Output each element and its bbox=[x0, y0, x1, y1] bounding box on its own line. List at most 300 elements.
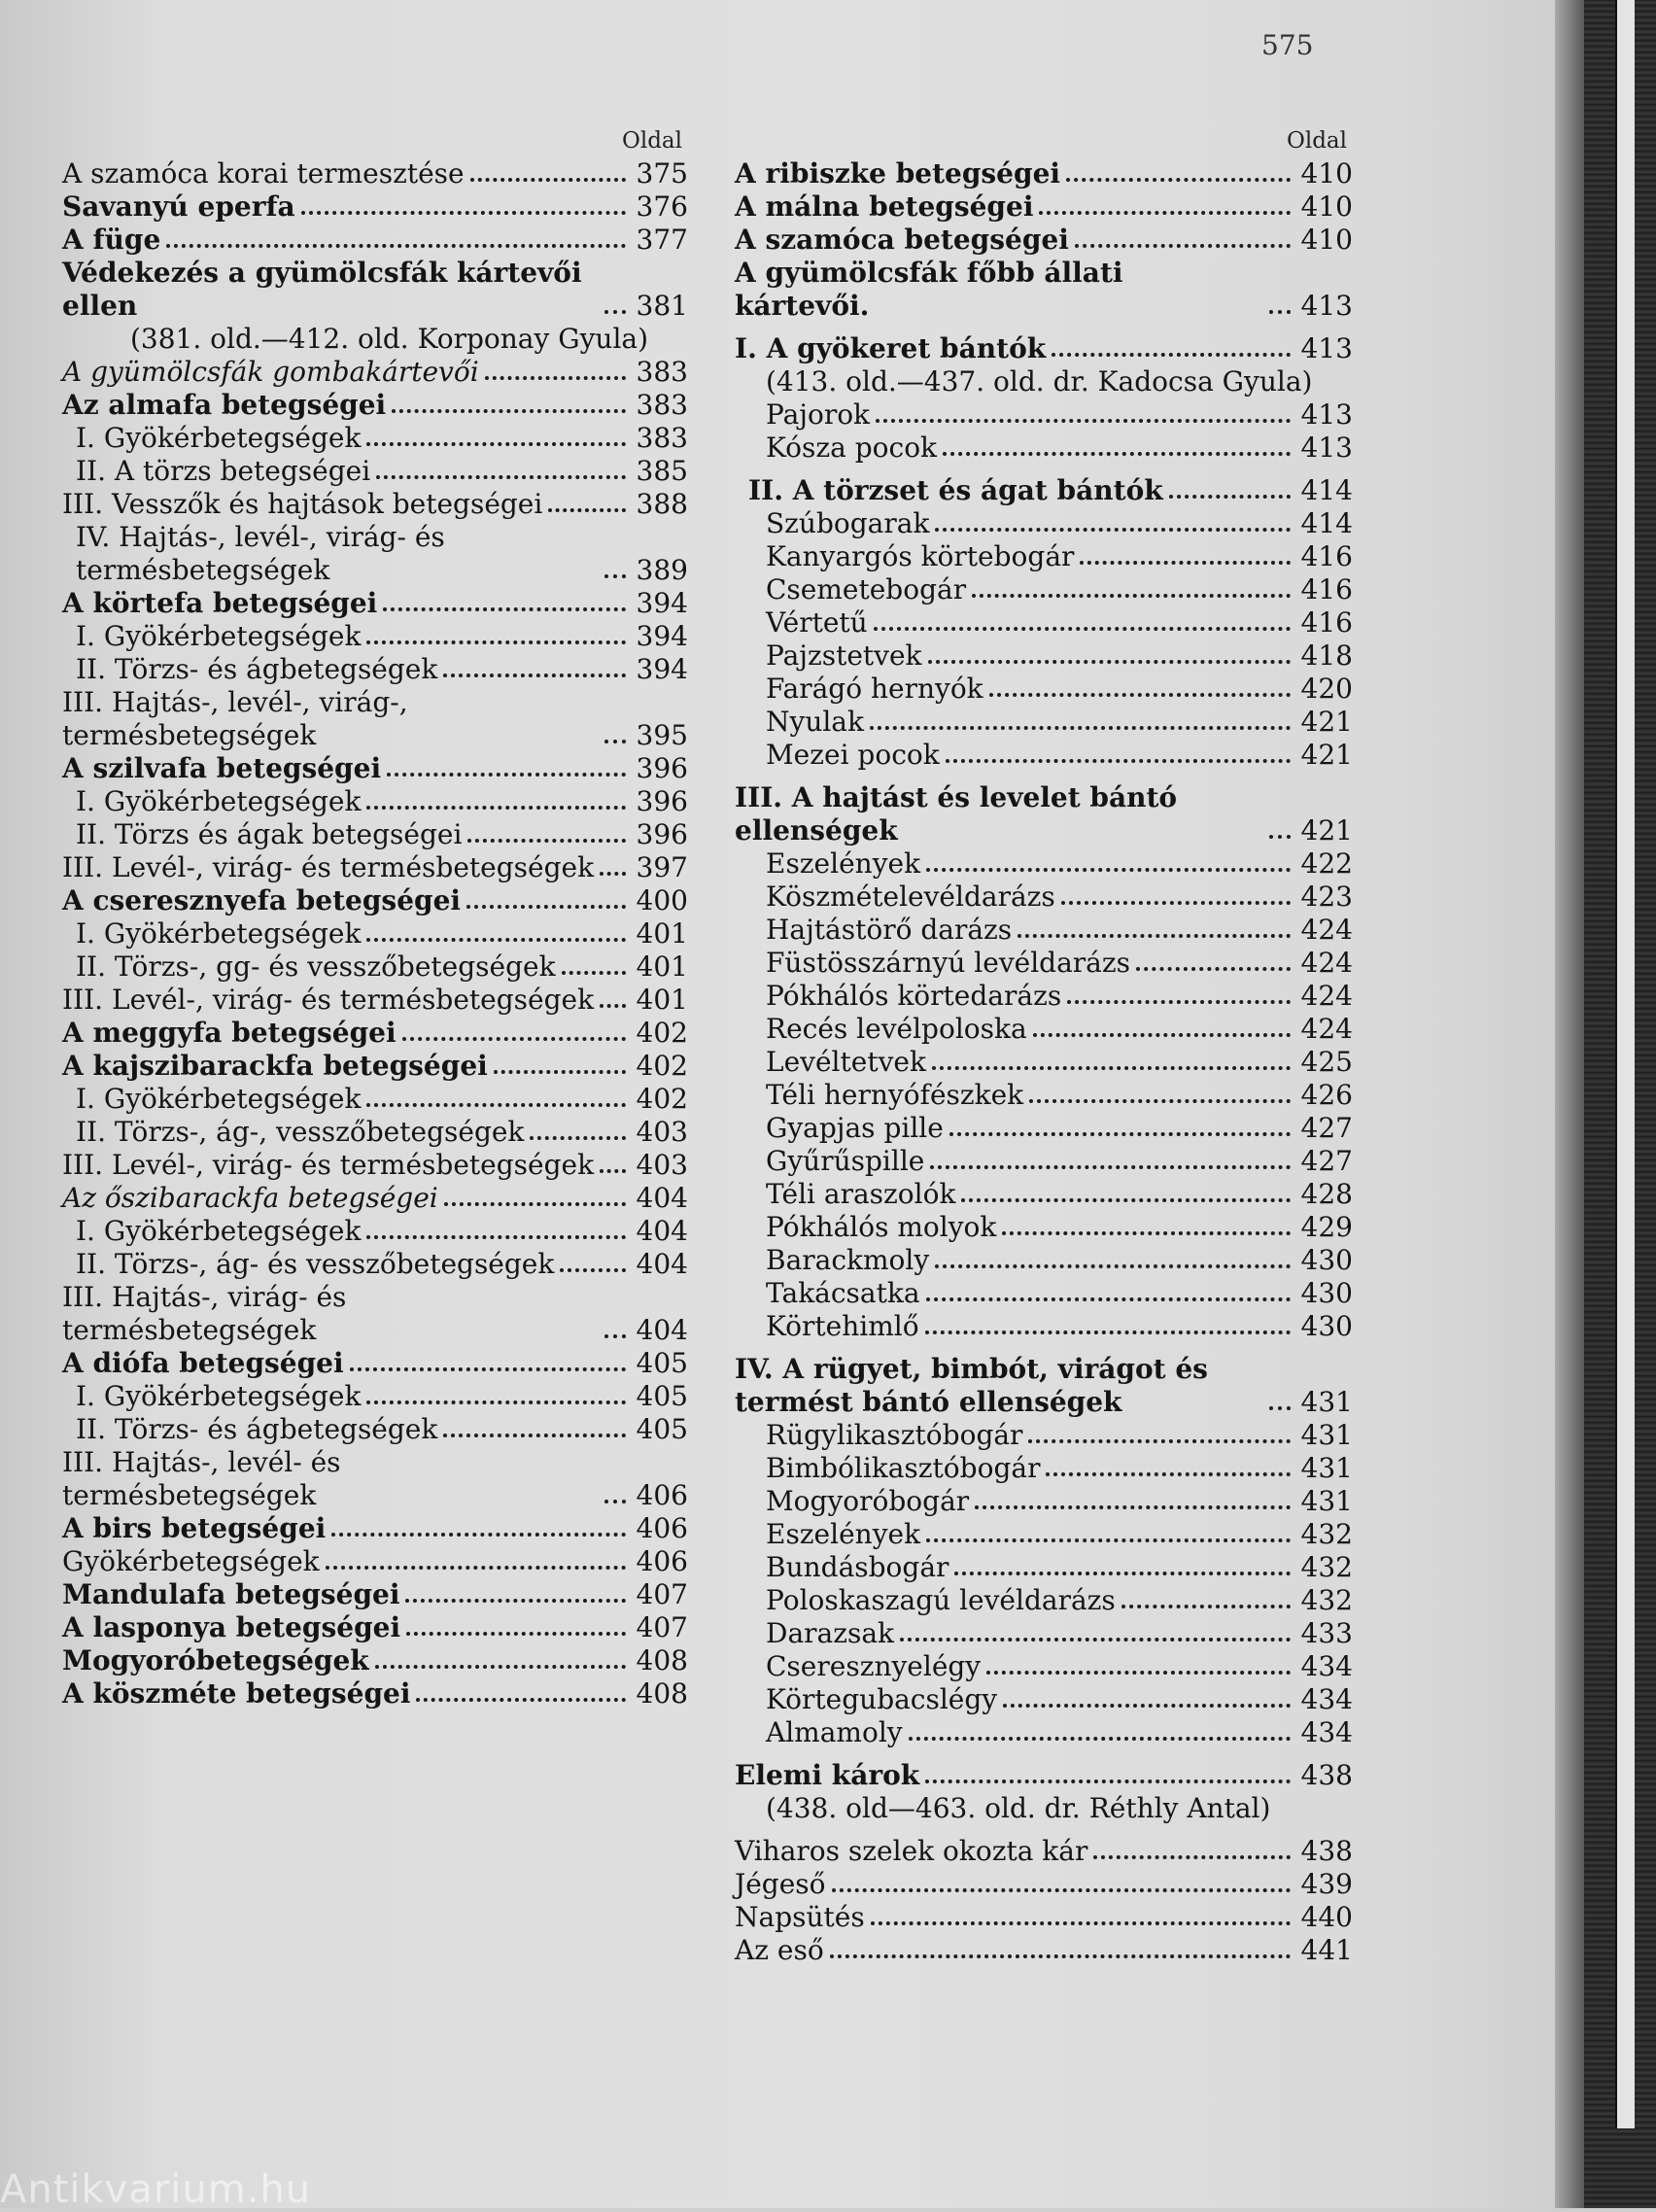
toc-leader-dots bbox=[925, 1780, 1291, 1783]
toc-entry-page: 389 bbox=[636, 554, 688, 586]
toc-entry bbox=[62, 1380, 688, 1413]
toc-leader-dots bbox=[909, 1737, 1291, 1741]
toc-entry-title: A körtefa betegségei bbox=[62, 587, 378, 619]
toc-entry-page: 406 bbox=[636, 1545, 688, 1577]
toc-entry-page: 416 bbox=[1300, 573, 1353, 605]
toc-entry-page: 427 bbox=[1300, 1145, 1353, 1177]
toc-entry-title: I. A gyökeret bántók bbox=[735, 332, 1047, 364]
toc-entry-page: 440 bbox=[1300, 1901, 1353, 1933]
toc-leader-dots bbox=[1052, 353, 1291, 357]
toc-entry bbox=[735, 980, 1353, 1013]
toc-entry-page: 405 bbox=[636, 1347, 688, 1379]
toc-entry-title: Viharos szelek okozta kár bbox=[735, 1835, 1088, 1867]
toc-entry-title: Napsütés bbox=[735, 1901, 865, 1933]
toc-entry-title: Téli araszolók bbox=[766, 1178, 956, 1210]
toc-entry-page: 402 bbox=[636, 1050, 688, 1082]
toc-entry-title: IV. A rügyet, bimbót, virágot és termést bántó ellenségek bbox=[735, 1353, 1208, 1418]
toc-entry-page: 404 bbox=[636, 1248, 688, 1280]
toc-entry bbox=[62, 884, 688, 917]
toc-entry-page: 410 bbox=[1300, 157, 1353, 190]
toc-entry bbox=[62, 257, 688, 323]
toc-leader-dots bbox=[972, 594, 1291, 598]
toc-note: (381. old.—412. old. Korponay Gyula) bbox=[130, 323, 649, 355]
toc-entry-title: Recés levélpoloska bbox=[766, 1013, 1027, 1045]
toc-entry-page: 404 bbox=[636, 1182, 688, 1214]
toc-entry bbox=[62, 1512, 688, 1545]
toc-entry-page: 402 bbox=[636, 1083, 688, 1115]
toc-leader-dots bbox=[604, 1500, 626, 1503]
toc-entry bbox=[735, 1617, 1353, 1650]
toc-leader-dots bbox=[926, 1538, 1291, 1542]
toc-entry-title: A lasponya betegségei bbox=[62, 1611, 401, 1643]
toc-leader-dots bbox=[943, 452, 1291, 456]
toc-leader-dots bbox=[366, 1235, 626, 1239]
toc-entry bbox=[735, 573, 1353, 606]
toc-entry bbox=[735, 706, 1353, 739]
toc-leader-dots bbox=[989, 693, 1291, 697]
toc-entry-title: III. Levél-, virág- és termésbetegségek bbox=[62, 1149, 595, 1181]
toc-entry-title: Bundásbogár bbox=[766, 1551, 949, 1583]
toc-entry-title: IV. Hajtás-, levél-, virág- és termésbetegségek bbox=[76, 521, 445, 586]
toc-entry-title: II. Törzs- és ágbetegségek bbox=[76, 653, 438, 685]
toc-entry bbox=[62, 1545, 688, 1578]
toc-entry bbox=[735, 432, 1353, 465]
toc-entry-page: 394 bbox=[636, 587, 688, 619]
toc-entry-page: 424 bbox=[1300, 980, 1353, 1012]
toc-leader-dots bbox=[383, 607, 626, 611]
toc-entry bbox=[62, 488, 688, 521]
toc-entry-page: 430 bbox=[1300, 1310, 1353, 1342]
toc-entry bbox=[735, 1145, 1353, 1178]
toc-entry-page: 430 bbox=[1300, 1277, 1353, 1309]
toc-entry-page: 424 bbox=[1300, 914, 1353, 946]
toc-entry bbox=[62, 1611, 688, 1644]
toc-leader-dots bbox=[562, 971, 626, 975]
toc-leader-dots bbox=[1002, 1231, 1291, 1235]
toc-entry-page: 421 bbox=[1300, 739, 1353, 771]
toc-entry bbox=[62, 686, 688, 752]
toc-entry bbox=[735, 639, 1353, 673]
toc-entry-page: 394 bbox=[636, 653, 688, 685]
toc-entry-page: 421 bbox=[1300, 706, 1353, 738]
toc-entry-title: Köszmételevéldarázs bbox=[766, 881, 1055, 913]
toc-entry bbox=[735, 739, 1353, 772]
toc-entry-page: 402 bbox=[636, 1017, 688, 1049]
toc-leader-dots bbox=[604, 740, 626, 743]
toc-entry bbox=[735, 847, 1353, 881]
toc-leader-dots bbox=[932, 1066, 1291, 1070]
toc-leader-dots bbox=[1075, 244, 1291, 248]
toc-entry bbox=[735, 1868, 1353, 1901]
toc-leader-dots bbox=[301, 211, 626, 215]
toc-leader-dots bbox=[946, 759, 1291, 763]
toc-leader-dots bbox=[832, 1888, 1291, 1892]
column-header-left: Oldal bbox=[621, 128, 682, 154]
toc-entry bbox=[735, 1759, 1353, 1792]
toc-entry-page: 406 bbox=[636, 1512, 688, 1544]
toc-entry-title: II. Törzs és ágak betegségei bbox=[76, 818, 463, 850]
toc-entry-title: Cseresznyelégy bbox=[766, 1650, 982, 1682]
toc-entry-title: III. Levél-, virág- és termésbetegségek bbox=[62, 851, 595, 883]
toc-entry-title: III. Hajtás-, levél-, virág-, termésbetegségek bbox=[62, 686, 408, 751]
toc-leader-dots bbox=[466, 905, 626, 909]
toc-entry bbox=[735, 1901, 1353, 1934]
toc-entry-title: Eszelények bbox=[766, 1518, 921, 1550]
toc-entry bbox=[735, 190, 1353, 224]
toc-entry-page: 404 bbox=[636, 1215, 688, 1247]
toc-leader-dots bbox=[470, 178, 626, 182]
toc-entry-page: 434 bbox=[1300, 1650, 1353, 1682]
toc-entry-title: I. Gyökérbetegségek bbox=[76, 422, 362, 454]
toc-entry-title: Gyűrűspille bbox=[766, 1145, 925, 1177]
toc-entry bbox=[735, 1178, 1353, 1211]
toc-entry-title: III. Levél-, virág- és termésbetegségek bbox=[62, 984, 595, 1016]
toc-entry bbox=[62, 1281, 688, 1347]
toc-entry bbox=[735, 1244, 1353, 1277]
toc-entry-title: A szamóca betegségei bbox=[735, 224, 1069, 256]
toc-entry-title: A kajszibarackfa betegségei bbox=[62, 1050, 488, 1082]
toc-leader-dots bbox=[366, 442, 626, 446]
toc-leader-dots bbox=[870, 726, 1291, 730]
toc-entry-title: Gyökérbetegségek bbox=[62, 1545, 320, 1577]
toc-entry-page: 421 bbox=[1300, 814, 1353, 847]
toc-entry-page: 434 bbox=[1300, 1683, 1353, 1715]
toc-entry bbox=[735, 507, 1353, 540]
toc-entry bbox=[62, 587, 688, 620]
toc-entry-page: 413 bbox=[1300, 432, 1353, 464]
toc-entry bbox=[62, 653, 688, 686]
toc-entry bbox=[735, 1650, 1353, 1683]
toc-entry-title: Takácsatka bbox=[766, 1277, 920, 1309]
toc-entry-title: Poloskaszagú levéldarázs bbox=[766, 1584, 1116, 1616]
toc-entry-title: Vértetű bbox=[766, 606, 868, 639]
toc-entry bbox=[735, 1835, 1353, 1868]
toc-entry-page: 395 bbox=[636, 719, 688, 751]
toc-column-left bbox=[62, 124, 688, 1711]
toc-entry-page: 413 bbox=[1300, 398, 1353, 431]
toc-entry bbox=[62, 224, 688, 257]
toc-entry-title: A diófa betegségei bbox=[62, 1347, 344, 1379]
binding-edge bbox=[1615, 0, 1635, 2128]
toc-leader-dots bbox=[444, 1202, 626, 1206]
toc-entry bbox=[735, 1452, 1353, 1485]
toc-leader-dots bbox=[900, 1638, 1291, 1642]
toc-list-right bbox=[735, 157, 1353, 1967]
toc-entry bbox=[735, 474, 1353, 507]
toc-entry-page: 430 bbox=[1300, 1244, 1353, 1276]
toc-entry-page: 377 bbox=[636, 224, 688, 256]
toc-leader-dots bbox=[366, 806, 626, 810]
toc-note: (413. old.—437. old. dr. Kadocsa Gyula) bbox=[766, 365, 1313, 397]
toc-entry-page: 410 bbox=[1300, 224, 1353, 256]
toc-entry bbox=[735, 257, 1353, 323]
toc-leader-dots bbox=[876, 419, 1291, 423]
toc-leader-dots bbox=[467, 839, 626, 843]
toc-leader-dots bbox=[375, 1665, 626, 1669]
toc-entry-title: Pókhálós molyok bbox=[766, 1211, 997, 1243]
toc-entry bbox=[735, 781, 1353, 847]
watermark: Antikvarium.hu bbox=[0, 2167, 312, 2212]
toc-entry-title: III. Hajtás-, virág- és termésbetegségek bbox=[62, 1281, 347, 1346]
toc-leader-dots bbox=[1039, 211, 1291, 215]
toc-entry bbox=[735, 1112, 1353, 1145]
toc-leader-dots bbox=[387, 773, 626, 777]
toc-entry-title: Savanyú eperfa bbox=[62, 190, 295, 223]
toc-entry-title: A füge bbox=[62, 224, 161, 256]
toc-leader-dots bbox=[961, 1198, 1291, 1202]
toc-entry bbox=[735, 881, 1353, 914]
toc-column-right bbox=[735, 124, 1353, 1967]
toc-entry bbox=[62, 1578, 688, 1611]
toc-entry bbox=[62, 917, 688, 950]
toc-entry bbox=[735, 157, 1353, 190]
toc-entry bbox=[62, 1116, 688, 1149]
toc-entry-title: Darazsak bbox=[766, 1617, 895, 1649]
toc-leader-dots bbox=[405, 1599, 626, 1603]
toc-entry-page: 403 bbox=[636, 1116, 688, 1148]
toc-entry-title: Körtegubacslégy bbox=[766, 1683, 998, 1715]
toc-leader-dots bbox=[1018, 934, 1291, 938]
toc-entry-page: 441 bbox=[1300, 1934, 1353, 1966]
toc-entry-title: I. Gyökérbetegségek bbox=[76, 1215, 362, 1247]
toc-entry-title: II. Törzs- és ágbetegségek bbox=[76, 1413, 438, 1445]
toc-entry bbox=[735, 1079, 1353, 1112]
toc-entry-title: Csemetebogár bbox=[766, 573, 967, 605]
toc-entry-page: 428 bbox=[1300, 1178, 1353, 1210]
toc-entry-page: 401 bbox=[636, 984, 688, 1016]
toc-entry-title: Körtehimlő bbox=[766, 1310, 919, 1342]
toc-entry-page: 434 bbox=[1300, 1716, 1353, 1748]
toc-leader-dots bbox=[548, 508, 626, 512]
toc-entry-page: 376 bbox=[636, 190, 688, 223]
toc-leader-dots bbox=[494, 1070, 626, 1074]
toc-leader-dots bbox=[166, 244, 626, 248]
toc-entry-title: I. Gyökérbetegségek bbox=[76, 1083, 362, 1115]
toc-leader-dots bbox=[1269, 310, 1291, 314]
toc-entry-title: II. A törzset és ágat bántók bbox=[748, 474, 1163, 506]
toc-entry-page: 432 bbox=[1300, 1584, 1353, 1616]
toc-list-left bbox=[62, 157, 688, 1711]
toc-entry bbox=[735, 1211, 1353, 1244]
toc-entry bbox=[62, 190, 688, 224]
toc-entry-title: A cseresznyefa betegségei bbox=[62, 884, 462, 916]
toc-entry-title: A szilvafa betegségei bbox=[62, 752, 382, 784]
toc-entry-page: 429 bbox=[1300, 1211, 1353, 1243]
toc-leader-dots bbox=[443, 674, 626, 677]
toc-entry-title: A gyümölcsfák gombakártevői bbox=[62, 356, 479, 388]
toc-entry-page: 427 bbox=[1300, 1112, 1353, 1144]
toc-leader-dots bbox=[935, 528, 1291, 532]
toc-entry-title: A málna betegségei bbox=[735, 190, 1034, 223]
toc-leader-dots bbox=[366, 938, 626, 942]
toc-leader-dots bbox=[930, 1165, 1291, 1169]
toc-entry-title: Hajtástörő darázs bbox=[766, 914, 1013, 946]
toc-leader-dots bbox=[935, 1264, 1291, 1268]
toc-entry bbox=[62, 1083, 688, 1116]
page-gutter-shadow bbox=[1555, 0, 1584, 2208]
toc-entry bbox=[62, 950, 688, 984]
toc-entry-title: Jégeső bbox=[735, 1868, 826, 1900]
toc-entry-title: A gyümölcsfák főbb állati kártevői. bbox=[735, 257, 1123, 322]
toc-entry-page: 414 bbox=[1300, 507, 1353, 539]
toc-leader-dots bbox=[1169, 495, 1291, 499]
toc-entry bbox=[735, 947, 1353, 980]
toc-leader-dots bbox=[1046, 1472, 1291, 1476]
toc-entry-title: Kósza pocok bbox=[766, 432, 938, 464]
toc-entry bbox=[735, 1046, 1353, 1079]
toc-entry-title: Gyapjas pille bbox=[766, 1112, 944, 1144]
toc-entry bbox=[735, 1013, 1353, 1046]
toc-entry-title: Mezei pocok bbox=[766, 739, 940, 771]
toc-leader-dots bbox=[954, 1572, 1291, 1575]
toc-leader-dots bbox=[443, 1434, 626, 1437]
toc-entry-title: A szamóca korai termesztése bbox=[62, 157, 465, 190]
toc-entry bbox=[735, 1934, 1353, 1967]
toc-entry-page: 422 bbox=[1300, 847, 1353, 880]
toc-entry-page: 405 bbox=[636, 1413, 688, 1445]
toc-entry-page: 416 bbox=[1300, 606, 1353, 639]
toc-leader-dots bbox=[871, 1921, 1291, 1925]
page-number: 575 bbox=[1261, 29, 1314, 61]
toc-entry bbox=[735, 1683, 1353, 1716]
toc-entry-title: Mandulafa betegségei bbox=[62, 1578, 400, 1610]
toc-entry-page: 431 bbox=[1300, 1386, 1353, 1418]
toc-entry-page: 426 bbox=[1300, 1079, 1353, 1111]
toc-entry bbox=[62, 1050, 688, 1083]
toc-entry bbox=[62, 1413, 688, 1446]
toc-entry-page: 407 bbox=[636, 1611, 688, 1643]
toc-leader-dots bbox=[1029, 1099, 1291, 1103]
toc-entry-page: 383 bbox=[636, 422, 688, 454]
toc-leader-dots bbox=[926, 1297, 1291, 1301]
toc-entry bbox=[62, 752, 688, 785]
toc-leader-dots bbox=[530, 1136, 626, 1140]
toc-entry-page: 431 bbox=[1300, 1485, 1353, 1517]
toc-entry-page: 438 bbox=[1300, 1835, 1353, 1867]
toc-entry-page: 438 bbox=[1300, 1759, 1353, 1791]
toc-note: (438. old—463. old. dr. Réthly Antal) bbox=[766, 1792, 1271, 1824]
toc-entry-title: A ribiszke betegségei bbox=[735, 157, 1061, 190]
toc-entry-page: 407 bbox=[636, 1578, 688, 1610]
toc-leader-dots bbox=[392, 409, 626, 413]
toc-entry-page: 383 bbox=[636, 389, 688, 421]
toc-leader-dots bbox=[986, 1671, 1291, 1675]
toc-leader-dots bbox=[1269, 1406, 1291, 1410]
toc-entry-page: 396 bbox=[636, 785, 688, 817]
toc-entry bbox=[62, 455, 688, 488]
toc-entry-title: III. Vesszők és hajtások betegségei bbox=[62, 488, 543, 520]
toc-entry-title: I. Gyökérbetegségek bbox=[76, 785, 362, 817]
toc-entry-page: 396 bbox=[636, 818, 688, 850]
toc-entry-title: II. A törzs betegségei bbox=[76, 455, 371, 487]
toc-entry-title: Almamoly bbox=[766, 1716, 903, 1748]
toc-entry-page: 425 bbox=[1300, 1046, 1353, 1078]
toc-entry bbox=[62, 1182, 688, 1215]
toc-entry-page: 416 bbox=[1300, 540, 1353, 572]
toc-leader-dots bbox=[1136, 967, 1291, 971]
toc-entry bbox=[735, 1485, 1353, 1518]
toc-entry-page: 423 bbox=[1300, 881, 1353, 913]
toc-entry-title: Védekezés a gyümölcsfák kártevői ellen bbox=[62, 257, 582, 322]
toc-entry-title: I. Gyökérbetegségek bbox=[76, 1380, 362, 1412]
toc-leader-dots bbox=[600, 1169, 626, 1173]
toc-leader-dots bbox=[949, 1132, 1291, 1136]
toc-entry-page: 414 bbox=[1300, 474, 1353, 506]
toc-entry-title: II. Törzs-, ág- és vesszőbetegségek bbox=[76, 1248, 555, 1280]
toc-leader-dots bbox=[560, 1268, 626, 1272]
column-header-right: Oldal bbox=[1286, 128, 1347, 154]
toc-entry-title: Mogyoróbogár bbox=[766, 1485, 970, 1517]
toc-entry-title: Nyulak bbox=[766, 706, 864, 738]
toc-entry-page: 413 bbox=[1300, 332, 1353, 364]
toc-entry bbox=[62, 1149, 688, 1182]
toc-entry-title: A köszméte betegségei bbox=[62, 1677, 411, 1710]
toc-entry-page: 432 bbox=[1300, 1518, 1353, 1550]
toc-leader-dots bbox=[1033, 1033, 1291, 1037]
toc-leader-dots bbox=[600, 1004, 626, 1008]
toc-entry-page: 401 bbox=[636, 917, 688, 950]
toc-entry bbox=[62, 389, 688, 422]
toc-entry-page: 431 bbox=[1300, 1452, 1353, 1484]
toc-leader-dots bbox=[1066, 178, 1291, 182]
toc-entry-title: Elemi károk bbox=[735, 1759, 920, 1791]
toc-leader-dots bbox=[1080, 561, 1291, 565]
toc-entry bbox=[62, 1677, 688, 1711]
toc-entry-title: Szúbogarak bbox=[766, 507, 930, 539]
toc-entry-title: Pajorok bbox=[766, 398, 871, 431]
toc-leader-dots bbox=[874, 627, 1291, 631]
toc-entry-title: Kanyargós körtebogár bbox=[766, 540, 1075, 572]
toc-entry-title: Az almafa betegségei bbox=[62, 389, 387, 421]
toc-leader-dots bbox=[331, 1533, 626, 1537]
toc-entry-title: I. Gyökérbetegségek bbox=[76, 620, 362, 652]
toc-entry-page: 375 bbox=[636, 157, 688, 190]
toc-leader-dots bbox=[1093, 1855, 1291, 1859]
toc-entry-page: 388 bbox=[636, 488, 688, 520]
toc-entry-title: Füstösszárnyú levéldarázs bbox=[766, 947, 1130, 979]
toc-entry bbox=[62, 1644, 688, 1677]
toc-entry-title: Mogyoróbetegségek bbox=[62, 1644, 369, 1676]
toc-entry-title: Téli hernyófészkek bbox=[766, 1079, 1024, 1111]
toc-leader-dots bbox=[1269, 835, 1291, 839]
toc-leader-dots bbox=[406, 1632, 626, 1636]
toc-entry-page: 424 bbox=[1300, 1013, 1353, 1045]
toc-entry-title: Pókhálós körtedarázs bbox=[766, 980, 1062, 1012]
toc-entry-title: A meggyfa betegségei bbox=[62, 1017, 397, 1049]
toc-entry bbox=[62, 818, 688, 851]
toc-leader-dots bbox=[600, 872, 626, 876]
toc-entry bbox=[62, 1347, 688, 1380]
toc-entry-page: 394 bbox=[636, 620, 688, 652]
toc-entry-page: 404 bbox=[636, 1314, 688, 1346]
toc-entry bbox=[735, 1419, 1353, 1452]
toc-leader-dots bbox=[928, 660, 1291, 664]
toc-entry-page: 433 bbox=[1300, 1617, 1353, 1649]
toc-entry bbox=[735, 1277, 1353, 1310]
toc-leader-dots bbox=[926, 868, 1291, 872]
toc-entry bbox=[62, 620, 688, 653]
toc-entry-page: 418 bbox=[1300, 639, 1353, 672]
toc-entry-title: Az eső bbox=[735, 1934, 824, 1966]
toc-leader-dots bbox=[830, 1954, 1291, 1958]
toc-entry-page: 396 bbox=[636, 752, 688, 784]
toc-entry-page: 432 bbox=[1300, 1551, 1353, 1583]
toc-entry bbox=[735, 1716, 1353, 1749]
toc-entry-title: Barackmoly bbox=[766, 1244, 930, 1276]
toc-leader-dots bbox=[326, 1566, 626, 1570]
toc-entry bbox=[62, 984, 688, 1017]
toc-leader-dots bbox=[1121, 1605, 1291, 1608]
